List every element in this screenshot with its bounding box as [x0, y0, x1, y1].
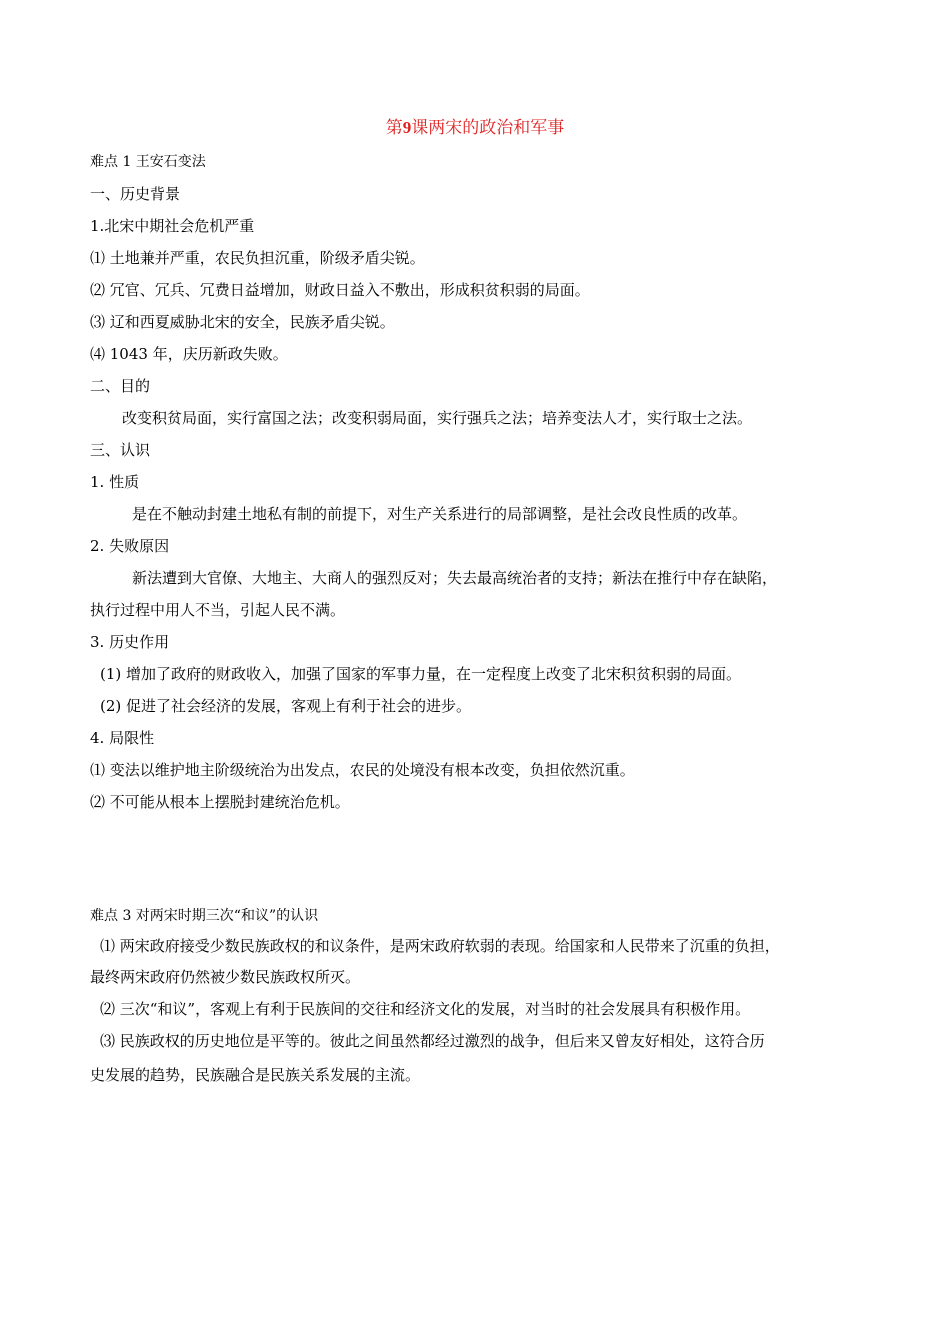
paragraph: 新法遭到大官僚、大地主、大商人的强烈反对；失去最高统治者的支持；新法在推行中存在缺陷，	[132, 569, 778, 587]
subheading: 1. 性质	[90, 473, 140, 491]
paragraph: ⑶ 民族政权的历史地位是平等的。彼此之间虽然都经过激烈的战争，但后来又曾友好相处，这符合历	[100, 1032, 765, 1050]
subheading: 2. 失败原因	[90, 537, 170, 555]
title-number: 9	[402, 118, 412, 137]
subheading: 3. 历史作用	[90, 633, 170, 651]
page-title	[0, 116, 950, 140]
paragraph: (1) 增加了政府的财政收入，加强了国家的军事力量，在一定程度上改变了北宋积贫积弱的局面。	[100, 665, 742, 683]
section-heading: 难点 3 对两宋时期三次“和议”的认识	[90, 908, 319, 924]
paragraph: ⑵ 冗官、冗兵、冗费日益增加，财政日益入不敷出，形成积贫积弱的局面。	[90, 281, 590, 299]
title-suffix: 课两宋的政治和军事	[411, 118, 565, 138]
paragraph: 执行过程中用人不当，引起人民不满。	[90, 601, 346, 619]
heading: 二、目的	[90, 377, 151, 395]
paragraph: 史发展的趋势，民族融合是民族关系发展的主流。	[90, 1066, 421, 1084]
paragraph: ⑴ 土地兼并严重，农民负担沉重，阶级矛盾尖锐。	[90, 249, 425, 267]
paragraph: ⑶ 辽和西夏威胁北宋的安全，民族矛盾尖锐。	[90, 313, 395, 331]
paragraph: ⑷ 1043 年，庆历新政失败。	[90, 345, 288, 363]
section-heading: 难点 1 王安石变法	[90, 154, 206, 170]
paragraph: 最终两宋政府仍然被少数民族政权所灭。	[90, 968, 361, 986]
paragraph: (2) 促进了社会经济的发展，客观上有利于社会的进步。	[100, 697, 472, 715]
paragraph: 是在不触动封建土地私有制的前提下，对生产关系进行的局部调整，是社会改良性质的改革。	[132, 505, 748, 523]
paragraph: ⑴ 两宋政府接受少数民族政权的和议条件，是两宋政府软弱的表现。给国家和人民带来了沉重的负担，	[100, 937, 780, 955]
title-prefix: 第	[385, 118, 403, 138]
paragraph: 改变积贫局面，实行富国之法；改变积弱局面，实行强兵之法；培养变法人才，实行取士之法。	[122, 409, 753, 427]
paragraph: ⑵ 三次“和议”，客观上有利于民族间的交往和经济文化的发展，对当时的社会发展具有积极作用。	[100, 1000, 751, 1018]
paragraph: ⑵ 不可能从根本上摆脱封建统治危机。	[90, 793, 350, 811]
heading: 一、历史背景	[90, 185, 181, 203]
subheading: 4. 局限性	[90, 729, 155, 747]
subheading: 1.北宋中期社会危机严重	[90, 217, 255, 235]
paragraph: ⑴ 变法以维护地主阶级统治为出发点，农民的处境没有根本改变，负担依然沉重。	[90, 761, 635, 779]
heading: 三、认识	[90, 441, 151, 459]
